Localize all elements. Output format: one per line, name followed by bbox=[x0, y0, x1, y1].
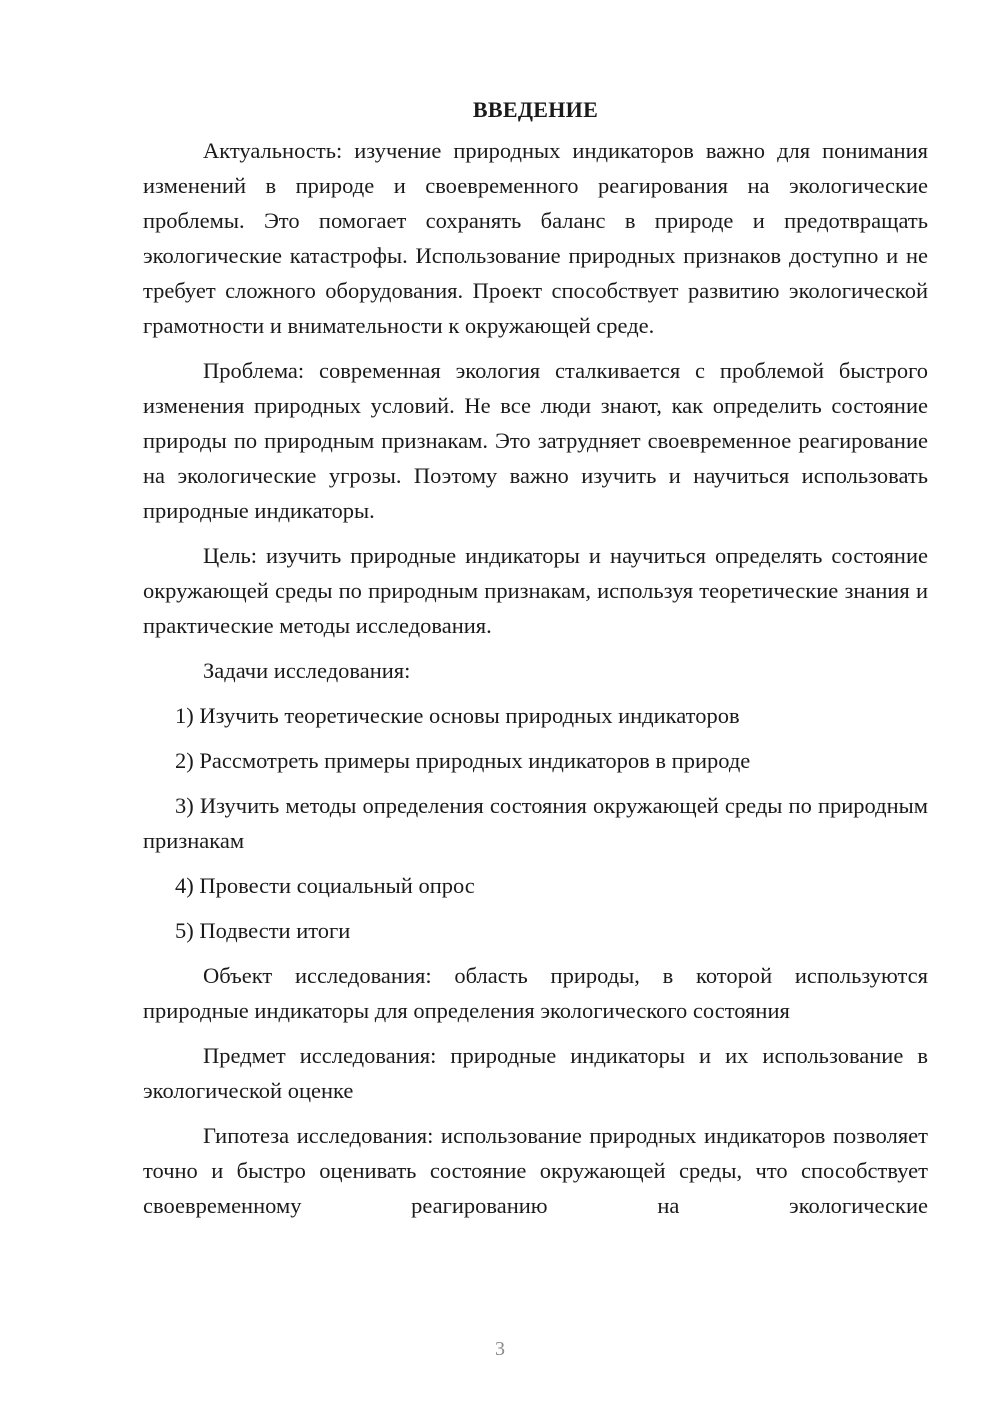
page-content bbox=[143, 92, 928, 1223]
list-item: 1) Изучить теоретические основы природных индикаторов bbox=[175, 703, 740, 728]
tasks-list bbox=[143, 698, 928, 948]
list-item: 5) Подвести итоги bbox=[175, 918, 351, 943]
paragraph-problem: Проблема: современная экология сталкивается с проблемой быстрого изменения природных условий. Не все люди знают, как определить состояние природы по природным признакам. Это затрудняет своевременное реагирование на экологические угрозы. Поэтому важно изучить и научиться использовать природные индикаторы. bbox=[143, 358, 928, 523]
paragraph-hypothesis: Гипотеза исследования: использование природных индикаторов позволяет точно и быстро оценивать состояние окружающей среды, что способствует своевременному реагированию на экологические bbox=[143, 1123, 928, 1218]
paragraph-relevance: Актуальность: изучение природных индикаторов важно для понимания изменений в природе и своевременного реагирования на экологические проблемы. Это помогает сохранять баланс в природе и предотвращать экологические катастрофы. Использование природных признаков доступно и не требует сложного оборудования. Проект способствует развитию экологической грамотности и внимательности к окружающей среде. bbox=[143, 138, 928, 338]
paragraph-object: Объект исследования: область природы, в которой используются природные индикаторы для определения экологического состояния bbox=[143, 963, 928, 1023]
list-item: 4) Провести социальный опрос bbox=[175, 873, 475, 898]
page-title: ВВЕДЕНИЕ bbox=[472, 97, 599, 122]
page-number: 3 bbox=[495, 1338, 505, 1360]
tasks-heading: Задачи исследования: bbox=[203, 658, 411, 683]
paragraph-goal: Цель: изучить природные индикаторы и научиться определять состояние окружающей среды по природным признакам, используя теоретические знания и практические методы исследования. bbox=[143, 543, 928, 638]
paragraph-subject: Предмет исследования: природные индикаторы и их использование в экологической оценке bbox=[143, 1043, 928, 1103]
list-item: 3) Изучить методы определения состояния окружающей среды по природным признакам bbox=[143, 793, 928, 853]
list-item: 2) Рассмотреть примеры природных индикаторов в природе bbox=[175, 748, 751, 773]
